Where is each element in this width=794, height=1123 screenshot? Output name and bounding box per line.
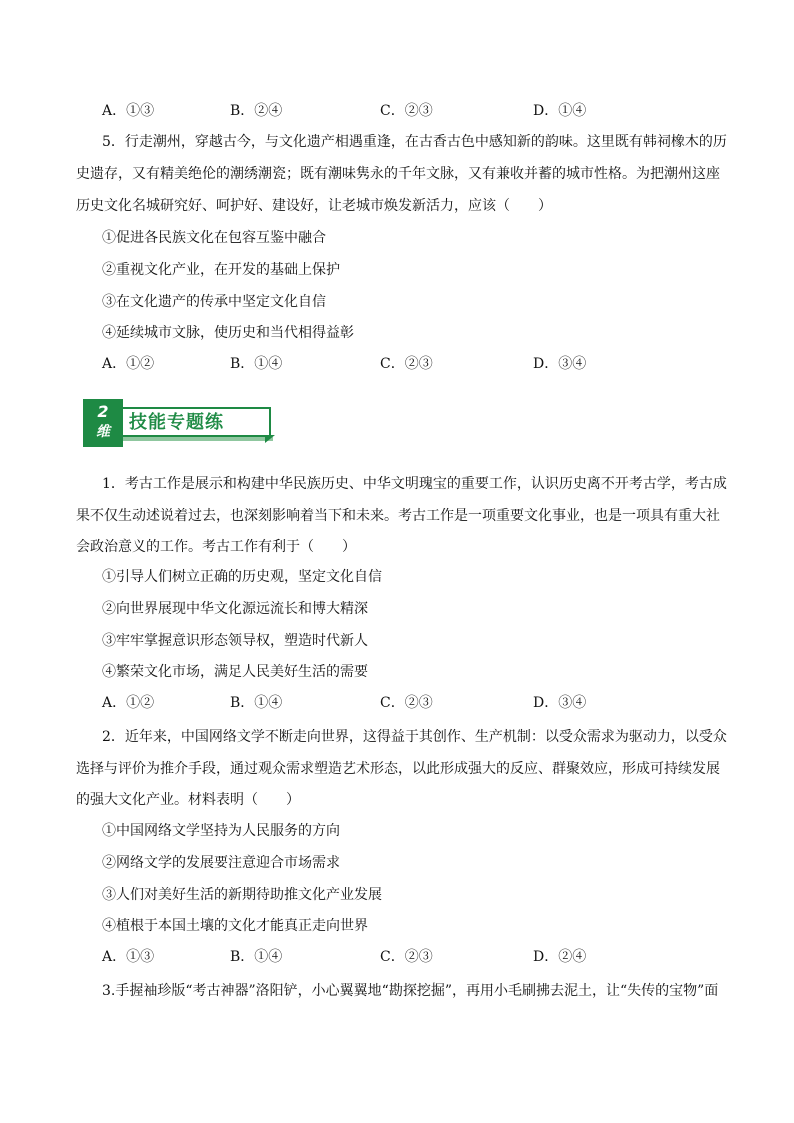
q2-option-3: ③人们对美好生活的新期待助推文化产业发展 bbox=[102, 887, 382, 903]
choice-a: A．①③ bbox=[102, 103, 155, 119]
section-unit: 维 bbox=[96, 424, 110, 440]
section-title: 技能专题练 bbox=[129, 412, 224, 433]
q3-stem-line-1: 3.手握袖珍版“考古神器”洛阳铲，小心翼翼地“勘探挖掘”，再用小毛刷拂去泥土，让“失传的宝物”面 bbox=[102, 983, 719, 999]
q5-option-4: ④延续城市文脉，使历史和当代相得益彰 bbox=[102, 325, 354, 341]
choice-c: C．②③ bbox=[380, 695, 433, 711]
section-banner bbox=[83, 399, 278, 449]
q5-choices bbox=[102, 354, 702, 374]
choice-a: A．①② bbox=[102, 356, 155, 372]
choice-b: B．①④ bbox=[230, 356, 283, 372]
q1-option-2: ②向世界展现中华文化源远流长和博大精深 bbox=[102, 601, 368, 617]
q2-option-2: ②网络文学的发展要注意迎合市场需求 bbox=[102, 855, 340, 871]
q2-stem-line-2: 选择与评价为推介手段，通过观众需求塑造艺术形态，以此形成强大的反应、群聚效应，形成可持续发展 bbox=[76, 761, 720, 777]
choice-d: D．①④ bbox=[533, 103, 587, 119]
q2-option-1: ①中国网络文学坚持为人民服务的方向 bbox=[102, 823, 340, 839]
q5-option-2: ②重视文化产业，在开发的基础上保护 bbox=[102, 262, 340, 278]
q5-stem-line-1: 5．行走潮州，穿越古今，与文化遗产相遇重逢，在古香古色中感知新的韵味。这里既有韩祠橡木的历 bbox=[102, 134, 727, 150]
choice-c: C．②③ bbox=[380, 103, 433, 119]
q1-stem-line-1: 1．考古工作是展示和构建中华民族历史、中华文明瑰宝的重要工作，认识历史离不开考古学，考古成 bbox=[102, 476, 727, 492]
q2-option-4: ④植根于本国土壤的文化才能真正走向世界 bbox=[102, 918, 368, 934]
q1-option-4: ④繁荣文化市场，满足人民美好生活的需要 bbox=[102, 664, 368, 680]
section-badge bbox=[83, 399, 123, 447]
choice-a: A．①③ bbox=[102, 949, 155, 965]
choice-a: A．①② bbox=[102, 695, 155, 711]
q1-option-3: ③牢牢掌握意识形态领导权，塑造时代新人 bbox=[102, 633, 368, 649]
q1-option-1: ①引导人们树立正确的历史观，坚定文化自信 bbox=[102, 569, 382, 585]
choice-b: B．①④ bbox=[230, 949, 283, 965]
q5-option-1: ①促进各民族文化在包容互鉴中融合 bbox=[102, 230, 326, 246]
ribbon-underline bbox=[123, 437, 273, 441]
choice-c: C．②③ bbox=[380, 356, 433, 372]
choice-c: C．②③ bbox=[380, 949, 433, 965]
q2-stem-line-3: 的强大文化产业。材料表明（ ） bbox=[76, 792, 300, 808]
section-ribbon bbox=[123, 407, 271, 437]
q2-stem-line-1: 2．近年来，中国网络文学不断走向世界，这得益于其创作、生产机制：以受众需求为驱动力，以受众 bbox=[102, 729, 727, 745]
q5-stem-line-2: 史遗存，又有精美绝伦的潮绣潮瓷；既有潮味隽永的千年文脉，又有兼收并蓄的城市性格。为把潮州这座 bbox=[76, 166, 720, 182]
choice-b: B．②④ bbox=[230, 103, 283, 119]
q1-stem-line-3: 会政治意义的工作。考古工作有利于（ ） bbox=[76, 539, 356, 555]
section-number: 2 bbox=[97, 402, 109, 421]
choice-d: D．③④ bbox=[533, 695, 587, 711]
q5-option-3: ③在文化遗产的传承中坚定文化自信 bbox=[102, 294, 326, 310]
q5-stem-line-3: 历史文化名城研究好、呵护好、建设好，让老城市焕发新活力，应该（ ） bbox=[76, 198, 552, 214]
q2-choices bbox=[102, 947, 702, 967]
choice-d: D．②④ bbox=[533, 949, 587, 965]
choice-b: B．①④ bbox=[230, 695, 283, 711]
choice-d: D．③④ bbox=[533, 356, 587, 372]
q1-stem-line-2: 果不仅生动述说着过去，也深刻影响着当下和未来。考古工作是一项重要文化事业，也是一项具有重大社 bbox=[76, 508, 720, 524]
ribbon-tail bbox=[265, 435, 275, 443]
prev-question-choices bbox=[102, 101, 702, 121]
q1-choices bbox=[102, 693, 702, 713]
